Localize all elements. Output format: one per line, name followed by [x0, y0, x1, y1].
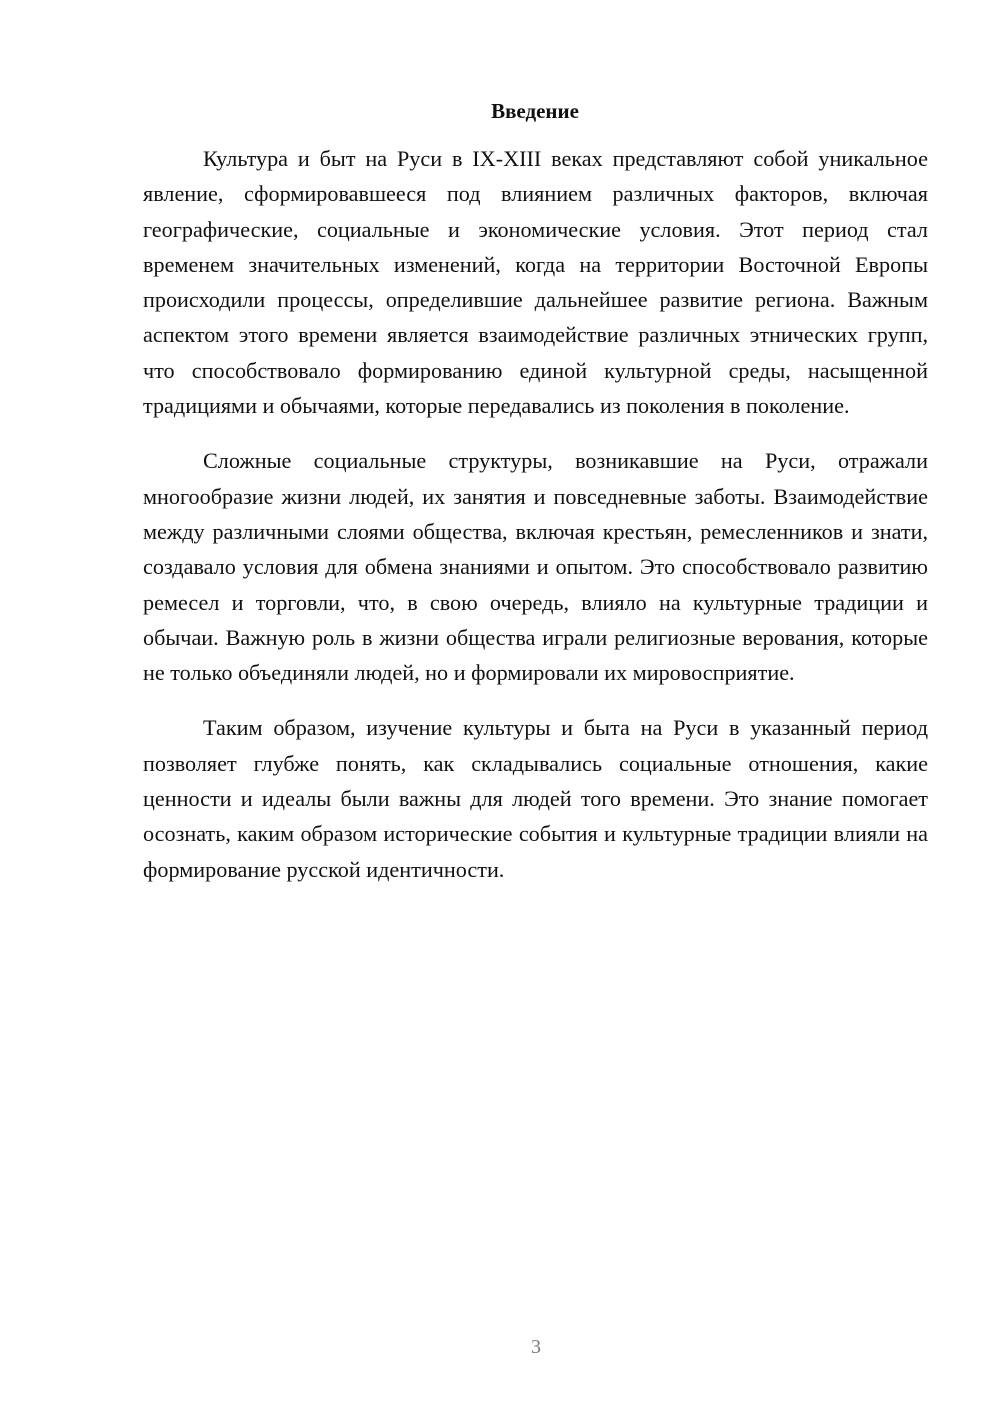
page-number: 3 — [531, 1336, 541, 1358]
paragraph-1: Культура и быт на Руси в IX-XIII веках представляют собой уникальное явление, сформировавшееся под влиянием различных факторов, включая географические, социальные и экономические условия. Этот период стал временем значительных изменений, когда на территории Восточной Европы происходили процессы, определившие дальнейшее развитие региона. Важным аспектом этого времени является взаимодействие различных этнических групп, что способствовало формированию единой культурной среды, насыщенной традициями и обычаями, которые передавались из поколения в поколение. — [143, 146, 928, 419]
paragraph-2: Сложные социальные структуры, возникавшие на Руси, отражали многообразие жизни людей, их занятия и повседневные заботы. Взаимодействие между различными слоями общества, включая крестьян, ремесленников и знати, создавало условия для обмена знаниями и опытом. Это способствовало развитию ремесел и торговли, что, в свою очередь, влияло на культурные традиции и обычаи. Важную роль в жизни общества играли религиозные верования, которые не только объединяли людей, но и формировали их мировосприятие. — [143, 448, 928, 686]
body-text — [143, 141, 928, 907]
paragraph-3: Таким образом, изучение культуры и быта на Руси в указанный период позволяет глубже понять, как складывались социальные отношения, какие ценности и идеалы были важны для людей того времени. Это знание помогает осознать, каким образом исторические события и культурные традиции влияли на формирование русской идентичности. — [143, 715, 928, 882]
section-heading: Введение — [491, 99, 579, 123]
